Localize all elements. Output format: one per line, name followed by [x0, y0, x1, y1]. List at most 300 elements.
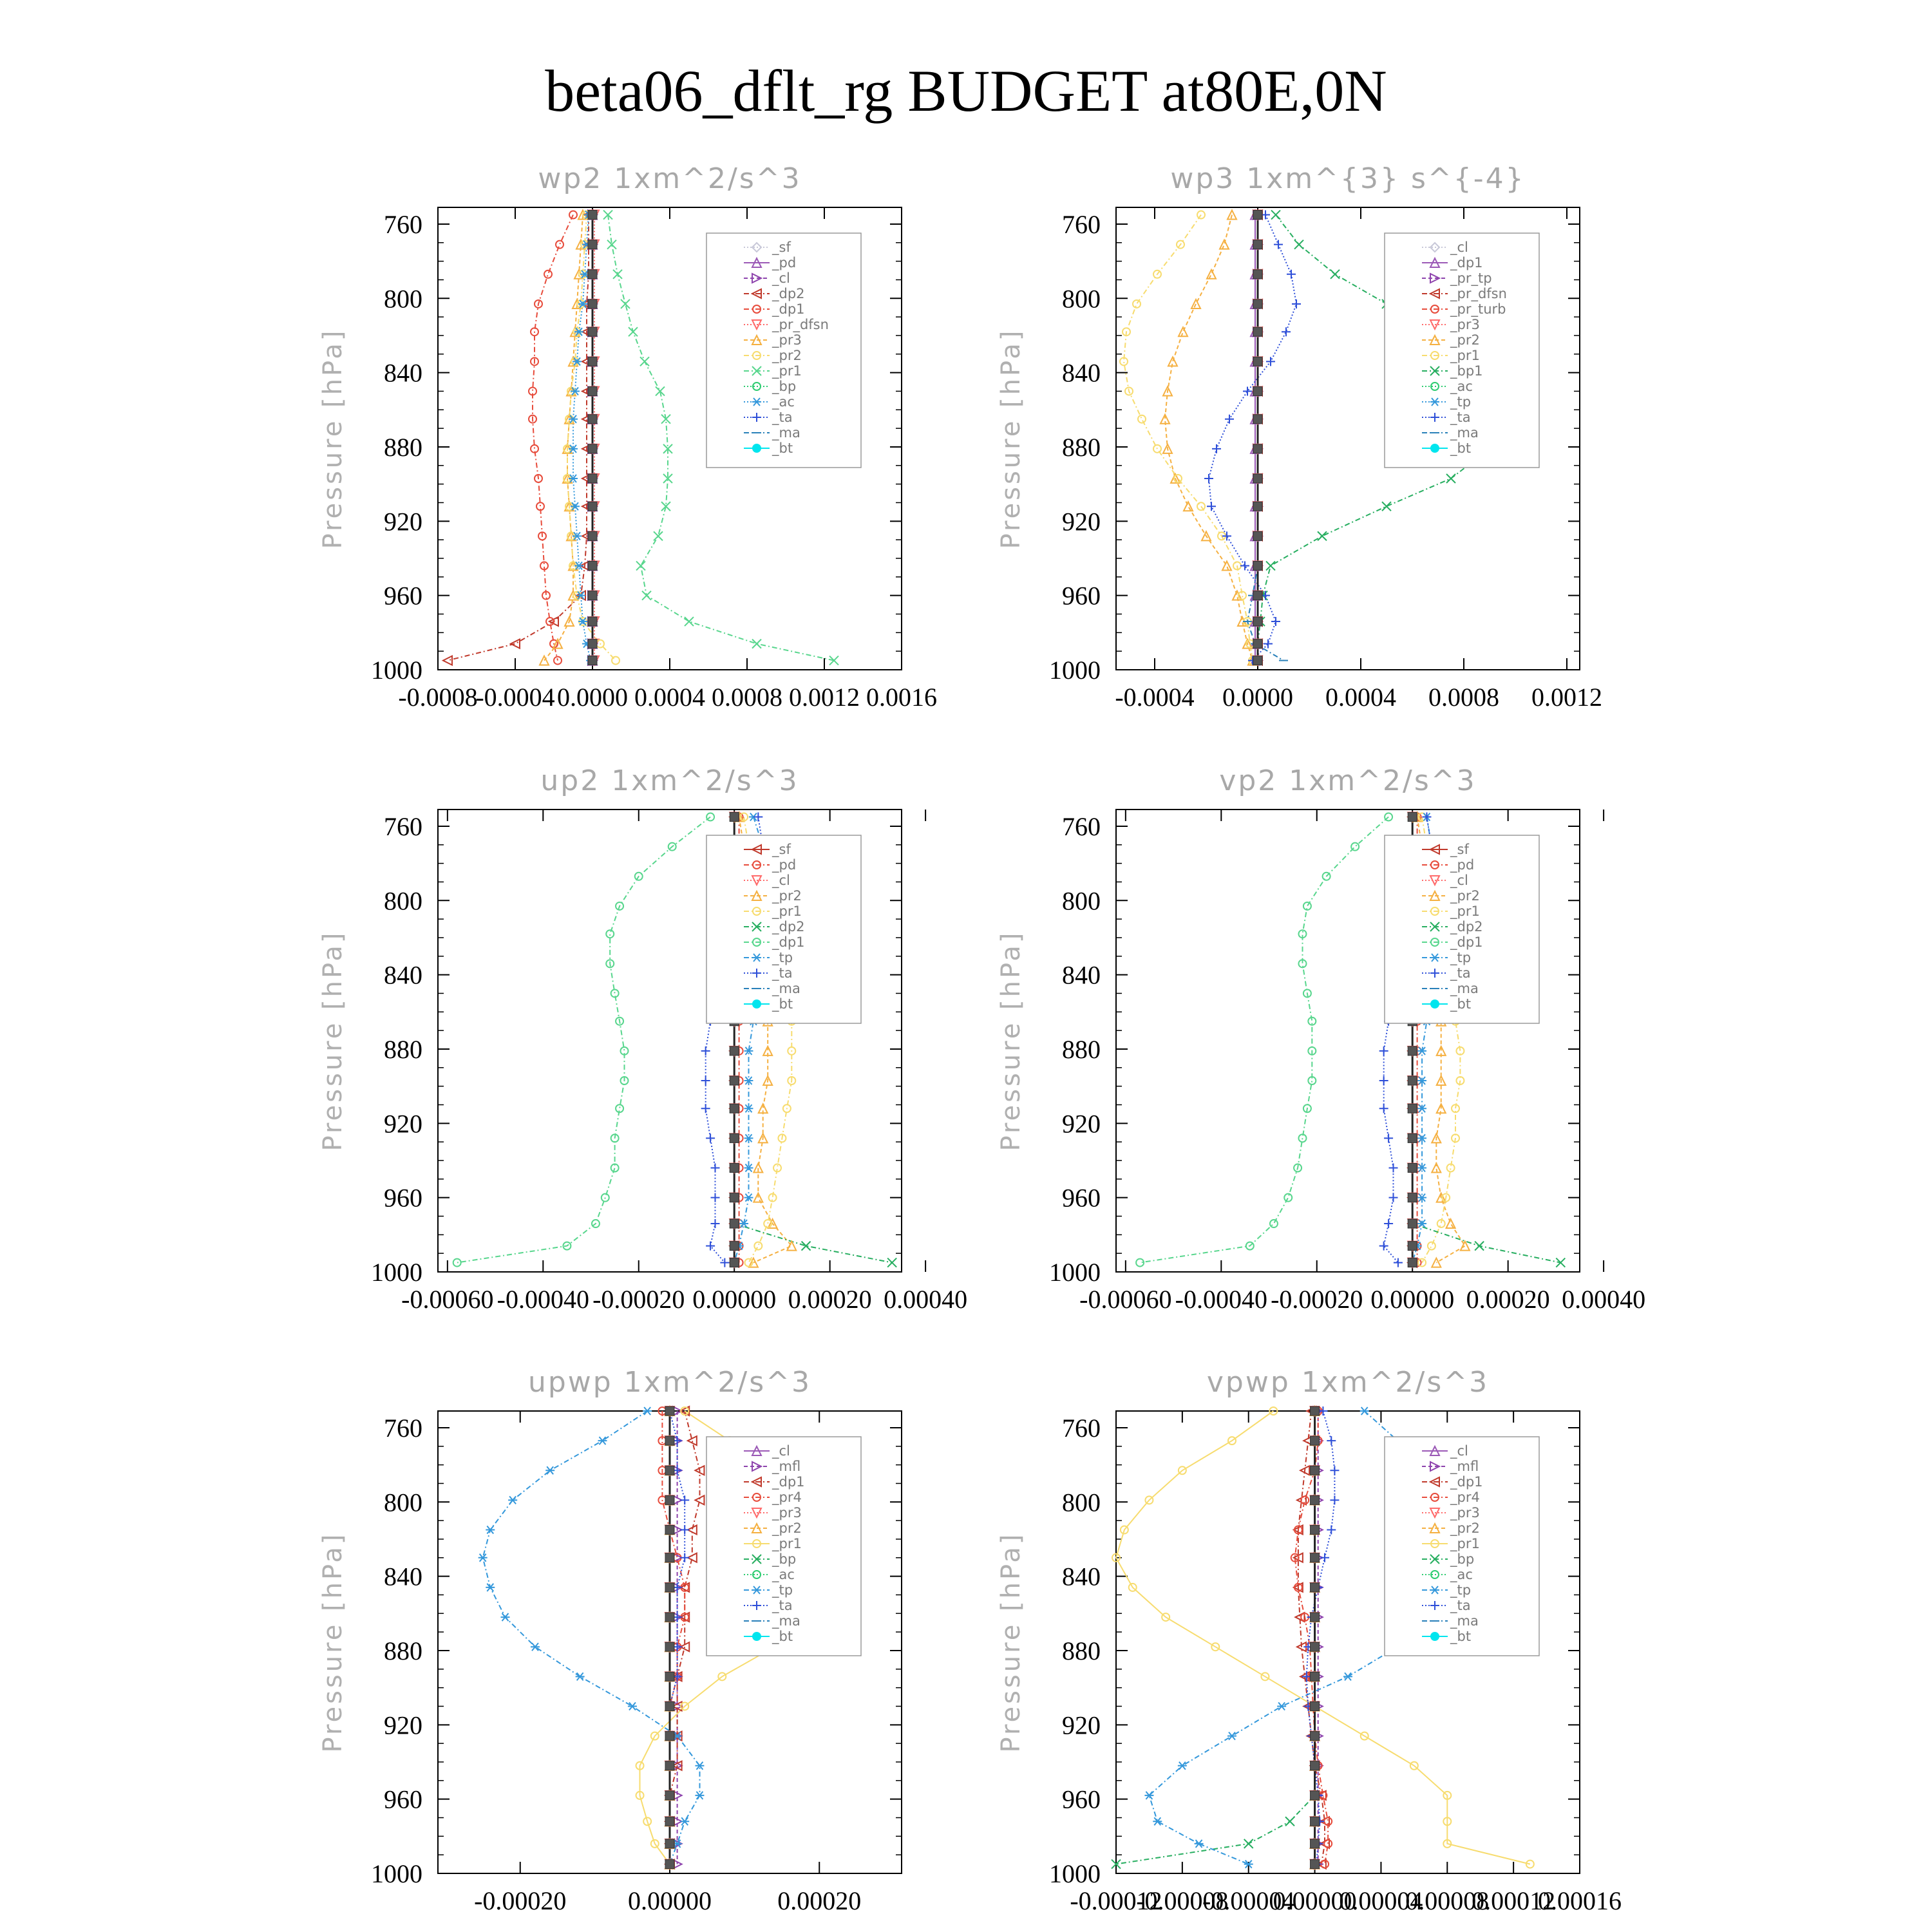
legend-label: _dp1	[1450, 1474, 1483, 1490]
data-point	[1287, 270, 1296, 279]
x-tick-label: 0.0008	[1428, 683, 1499, 712]
x-tick-label: 0.0004	[1325, 683, 1396, 712]
data-point	[486, 1526, 495, 1534]
legend-label: _pr3	[772, 332, 802, 348]
data-point	[1133, 300, 1141, 308]
y-tick-label: 840	[384, 960, 422, 990]
y-axis-label: Pressure [hPa]	[996, 930, 1026, 1151]
legend-label: _ta	[1450, 410, 1471, 425]
data-point	[1253, 386, 1262, 395]
x-tick-label: -0.00020	[474, 1886, 567, 1915]
y-tick-label: 880	[384, 432, 422, 462]
data-point	[508, 1496, 517, 1504]
y-tick-label: 1000	[371, 1258, 422, 1287]
legend	[1385, 1437, 1539, 1656]
data-point	[1311, 1583, 1320, 1592]
data-point	[511, 639, 520, 649]
legend-label: _ta	[772, 410, 793, 425]
legend-label: _pr_dfsn	[1450, 286, 1507, 301]
legend-label: _bt	[1450, 996, 1472, 1012]
y-tick-label: 880	[384, 1034, 422, 1064]
legend	[1385, 835, 1539, 1023]
x-tick-label: 0.00020	[777, 1886, 862, 1915]
legend-label: _pr2	[1450, 332, 1480, 348]
legend-label: _dp1	[1450, 934, 1483, 950]
legend-label: _sf	[772, 842, 791, 857]
legend-marker	[1430, 999, 1439, 1009]
data-point	[688, 1436, 697, 1445]
data-point	[711, 1193, 720, 1202]
legend-label: _cl	[772, 873, 790, 888]
y-tick-label: 1000	[1049, 656, 1101, 685]
data-point	[701, 1076, 710, 1085]
y-tick-label: 960	[1062, 581, 1101, 611]
y-tick-label: 760	[384, 209, 422, 239]
data-point	[629, 327, 638, 336]
data-point	[628, 1702, 637, 1710]
y-tick-label: 920	[1062, 1109, 1101, 1139]
data-point	[1408, 1258, 1417, 1267]
data-point	[1330, 1495, 1339, 1504]
y-tick-label: 840	[1062, 358, 1101, 388]
x-tick-label: 0.00000	[628, 1886, 712, 1915]
panel-title: wp3 1xm^{3} s^{-4}	[1170, 162, 1526, 195]
y-axis-label: Pressure [hPa]	[318, 930, 348, 1151]
y-tick-label: 760	[384, 1413, 422, 1443]
data-point	[730, 1104, 739, 1113]
data-point	[1253, 474, 1262, 483]
data-point	[1382, 502, 1391, 511]
y-tick-label: 920	[1062, 1710, 1101, 1740]
y-tick-label: 760	[1062, 209, 1101, 239]
legend-label: _ac	[772, 1567, 795, 1582]
x-tick-label: -0.00020	[1271, 1285, 1363, 1314]
legend-label: _tp	[772, 950, 793, 965]
data-point	[1292, 299, 1301, 308]
legend-label: _bt	[772, 1629, 793, 1644]
legend-label: _dp1	[772, 301, 805, 317]
x-tick-label: -0.0004	[475, 683, 555, 712]
data-point	[1311, 1436, 1320, 1445]
x-tick-label: 0.00012	[1472, 1886, 1556, 1915]
legend-label: _ta	[1450, 1598, 1471, 1613]
data-point	[1274, 240, 1283, 249]
data-point	[1253, 591, 1262, 600]
data-point	[606, 930, 614, 938]
data-point	[1318, 531, 1327, 540]
series-line	[1116, 1411, 1315, 1864]
data-point	[680, 1495, 689, 1504]
data-point	[1253, 531, 1262, 540]
data-point	[1384, 1219, 1393, 1228]
data-point	[1446, 474, 1455, 483]
data-point	[1253, 357, 1262, 366]
data-point	[1225, 415, 1234, 424]
data-point	[636, 562, 645, 571]
legend-label: _pr4	[1450, 1490, 1480, 1505]
data-point	[665, 1817, 674, 1826]
legend-label: _pr2	[772, 888, 802, 904]
data-point	[1408, 1133, 1417, 1142]
legend-label: _dp2	[772, 919, 805, 934]
data-point	[730, 813, 739, 822]
x-tick-label: -0.00020	[592, 1285, 685, 1314]
data-point	[1153, 1817, 1162, 1825]
data-point	[1311, 1553, 1320, 1562]
data-point	[613, 270, 622, 279]
legend-label: _pr_turb	[1450, 301, 1506, 317]
data-point	[701, 1104, 710, 1113]
data-point	[1327, 1526, 1336, 1535]
data-point	[588, 502, 597, 511]
data-point	[1191, 299, 1200, 308]
y-axis-label: Pressure [hPa]	[996, 328, 1026, 549]
y-tick-label: 1000	[1049, 1258, 1101, 1287]
data-point	[588, 591, 597, 600]
data-point	[1311, 1761, 1320, 1770]
legend-label: _dp1	[772, 1474, 805, 1490]
series-line	[457, 817, 710, 1263]
data-point	[1311, 1672, 1320, 1681]
data-point	[1311, 1791, 1320, 1800]
legend-label: _sf	[1450, 842, 1469, 857]
legend-label: _tp	[772, 1582, 793, 1598]
data-point	[665, 1526, 674, 1535]
data-point	[1408, 1076, 1417, 1085]
legend-label: _mfl	[1450, 1459, 1479, 1474]
data-point	[665, 1466, 674, 1475]
data-point	[665, 1495, 674, 1504]
data-point	[588, 386, 597, 395]
data-point	[730, 1193, 739, 1202]
legend-label: _dp1	[1450, 255, 1483, 270]
data-point	[588, 444, 597, 453]
legend-marker	[752, 1632, 761, 1641]
data-point	[829, 656, 838, 665]
data-point	[730, 1046, 739, 1056]
data-point	[1379, 1046, 1388, 1056]
data-point	[706, 1242, 715, 1251]
y-tick-label: 960	[384, 581, 422, 611]
data-point	[1311, 1732, 1320, 1741]
legend	[706, 1437, 861, 1656]
y-axis-label: Pressure [hPa]	[996, 1531, 1026, 1753]
legend-label: _ac	[1450, 379, 1473, 394]
x-tick-label: -0.00060	[1079, 1285, 1172, 1314]
y-tick-label: 960	[384, 1785, 422, 1814]
y-tick-label: 920	[384, 1109, 422, 1139]
data-point	[665, 1701, 674, 1710]
x-tick-label: 0.0016	[866, 683, 937, 712]
data-point	[1408, 1219, 1417, 1228]
data-point	[544, 270, 552, 278]
data-point	[453, 1259, 461, 1267]
legend-marker	[752, 999, 761, 1009]
legend-label: _cl	[1450, 1443, 1468, 1459]
y-tick-label: 1000	[371, 656, 422, 685]
legend-label: _tp	[1450, 1582, 1472, 1598]
data-point	[665, 1839, 674, 1848]
data-point	[1266, 357, 1275, 366]
data-point	[665, 1732, 674, 1741]
legend-label: _dp2	[772, 286, 805, 301]
x-tick-label: 0.00000	[1370, 1285, 1455, 1314]
chart-panel	[318, 764, 967, 1314]
y-tick-label: 800	[384, 886, 422, 916]
data-point	[588, 327, 597, 336]
legend-label: _pd	[1450, 857, 1475, 873]
data-point	[612, 657, 620, 665]
figure-title: beta06_dflt_rg BUDGET at80E,0N	[545, 58, 1387, 124]
data-point	[695, 1495, 704, 1504]
data-point	[680, 1817, 689, 1825]
data-point	[1253, 299, 1262, 308]
data-point	[1384, 1133, 1393, 1142]
y-tick-label: 760	[384, 811, 422, 841]
legend-label: _pr1	[1450, 904, 1480, 919]
data-point	[1311, 1642, 1320, 1651]
data-point	[1446, 1219, 1455, 1228]
data-point	[711, 1219, 720, 1228]
data-point	[1240, 562, 1249, 571]
data-point	[1311, 1817, 1320, 1826]
data-point	[711, 1164, 720, 1173]
legend-label: _ac	[1450, 1567, 1473, 1582]
x-tick-label: 0.0008	[712, 683, 782, 712]
data-point	[752, 639, 761, 649]
legend-label: _ma	[1450, 425, 1479, 440]
y-tick-label: 840	[1062, 1562, 1101, 1591]
legend-marker	[1430, 444, 1439, 453]
data-point	[556, 241, 564, 249]
data-point	[1408, 813, 1417, 822]
legend-label: _dp2	[1450, 919, 1483, 934]
legend	[706, 233, 861, 468]
x-tick-label: -0.00040	[497, 1285, 589, 1314]
legend-label: _pr3	[1450, 317, 1480, 332]
data-point	[1184, 502, 1193, 511]
data-point	[1311, 1701, 1320, 1710]
series-line	[1140, 817, 1388, 1263]
data-point	[1179, 327, 1188, 336]
data-point	[1138, 415, 1146, 423]
legend-label: _cl	[772, 270, 790, 286]
y-tick-label: 880	[1062, 1636, 1101, 1665]
legend-label: _ta	[1450, 965, 1471, 981]
legend-label: _pr1	[1450, 1536, 1480, 1551]
legend-label: _pr1	[772, 904, 802, 919]
data-point	[1222, 562, 1231, 571]
data-point	[1379, 1076, 1388, 1085]
x-tick-label: 0.0012	[789, 683, 860, 712]
legend-label: _ma	[772, 981, 800, 996]
data-point	[1212, 444, 1221, 453]
legend-label: _bp	[1450, 1551, 1475, 1567]
legend-marker	[1430, 1632, 1439, 1641]
data-point	[1408, 1164, 1417, 1173]
data-point	[501, 1613, 510, 1621]
data-point	[1330, 1466, 1339, 1475]
data-point	[1253, 211, 1262, 220]
data-point	[1311, 1613, 1320, 1622]
data-point	[1253, 415, 1262, 424]
data-point	[1408, 1193, 1417, 1202]
panel-title: vp2 1xm^2/s^3	[1219, 764, 1477, 797]
x-tick-label: 0.00016	[1538, 1886, 1622, 1915]
y-tick-label: 800	[1062, 886, 1101, 916]
data-point	[680, 1526, 689, 1535]
data-point	[1195, 1840, 1204, 1848]
legend-label: _bt	[772, 996, 793, 1012]
legend-marker	[752, 444, 761, 453]
x-tick-label: 0.00040	[1562, 1285, 1646, 1314]
data-point	[730, 1242, 739, 1251]
legend-label: _pr2	[1450, 888, 1480, 904]
y-tick-label: 800	[384, 1488, 422, 1517]
legend-label: _ma	[1450, 1613, 1479, 1629]
data-point	[665, 1553, 674, 1562]
data-point	[1311, 1466, 1320, 1475]
data-point	[665, 1583, 674, 1592]
data-point	[701, 1046, 710, 1056]
legend-label: _dp1	[772, 934, 805, 950]
legend-label: _pr_tp	[1450, 270, 1492, 286]
data-point	[1207, 502, 1216, 511]
data-point	[706, 1133, 715, 1142]
data-point	[720, 1258, 729, 1267]
y-tick-label: 840	[1062, 960, 1101, 990]
legend-label: _bp	[772, 1551, 797, 1567]
data-point	[1253, 639, 1262, 649]
data-point	[730, 1076, 739, 1085]
legend-label: _ta	[772, 1598, 793, 1613]
legend-label: _tp	[1450, 950, 1472, 965]
data-point	[1271, 617, 1280, 626]
data-point	[588, 531, 597, 540]
data-point	[1204, 474, 1213, 483]
chart-panel	[996, 1366, 1622, 1915]
x-tick-label: -0.00004	[1202, 1886, 1295, 1915]
y-tick-label: 960	[384, 1183, 422, 1213]
data-point	[685, 617, 694, 626]
data-point	[1311, 1839, 1320, 1848]
data-point	[588, 211, 597, 220]
y-tick-label: 920	[384, 507, 422, 536]
data-point	[1227, 1732, 1236, 1740]
data-point	[1277, 1702, 1286, 1710]
chart-panel	[996, 764, 1645, 1314]
data-point	[640, 357, 649, 366]
data-point	[1253, 270, 1262, 279]
legend-label: _pr2	[772, 348, 802, 363]
data-point	[588, 562, 597, 571]
data-point	[1243, 386, 1252, 395]
legend-label: _ac	[772, 394, 795, 410]
data-point	[1389, 1193, 1398, 1202]
chart-panel	[318, 162, 937, 712]
data-point	[1253, 617, 1262, 626]
data-point	[1311, 1526, 1320, 1535]
y-tick-label: 920	[384, 1710, 422, 1740]
x-tick-label: 0.0000	[557, 683, 628, 712]
data-point	[588, 639, 597, 649]
data-point	[1294, 240, 1303, 249]
data-point	[1428, 1242, 1435, 1250]
data-point	[642, 591, 651, 600]
legend-label: _pr2	[772, 1520, 802, 1536]
legend-label: _cl	[1450, 873, 1468, 888]
y-tick-label: 800	[384, 284, 422, 314]
legend-label: _pd	[772, 255, 797, 270]
x-tick-label: 0.0000	[1222, 683, 1293, 712]
data-point	[887, 1258, 896, 1267]
legend-label: _pd	[772, 857, 797, 873]
legend-label: _ta	[772, 965, 793, 981]
data-point	[588, 656, 597, 665]
x-tick-label: 0.00040	[884, 1285, 968, 1314]
data-point	[1253, 562, 1262, 571]
data-point	[486, 1584, 495, 1591]
legend-label: _ma	[772, 425, 800, 440]
data-point	[588, 299, 597, 308]
data-point	[1408, 1046, 1417, 1056]
data-point	[665, 1613, 674, 1622]
y-tick-label: 920	[1062, 507, 1101, 536]
data-point	[1282, 327, 1291, 336]
data-point	[1327, 1436, 1336, 1445]
data-point	[1320, 1553, 1329, 1562]
data-point	[1331, 270, 1340, 279]
legend-label: _pr3	[772, 1505, 802, 1520]
data-point	[1408, 1242, 1417, 1251]
data-point	[665, 1761, 674, 1770]
data-point	[1389, 1164, 1398, 1173]
y-axis-label: Pressure [hPa]	[318, 1531, 348, 1753]
y-tick-label: 1000	[371, 1859, 422, 1888]
data-point	[665, 1406, 674, 1416]
legend-label: _pr_dfsn	[772, 317, 829, 332]
panel-title: vpwp 1xm^2/s^3	[1206, 1366, 1490, 1399]
data-point	[730, 1164, 739, 1173]
x-tick-label: 0.00020	[788, 1285, 872, 1314]
data-point	[588, 617, 597, 626]
data-point	[1284, 1194, 1292, 1202]
legend-label: _bp	[772, 379, 797, 394]
series-line	[1124, 215, 1253, 661]
x-tick-label: -0.00012	[1070, 1886, 1162, 1915]
data-point	[1220, 240, 1229, 249]
data-point	[665, 1672, 674, 1681]
legend	[1385, 233, 1539, 468]
x-tick-label: 0.00004	[1339, 1886, 1423, 1915]
data-point	[1207, 270, 1216, 279]
data-point	[1311, 1495, 1320, 1504]
data-point	[588, 270, 597, 279]
legend-label: _pr1	[1450, 348, 1480, 363]
data-point	[1311, 1860, 1320, 1869]
data-point	[1266, 562, 1275, 571]
x-tick-label: -0.00060	[401, 1285, 494, 1314]
y-tick-label: 960	[1062, 1785, 1101, 1814]
data-point	[730, 1133, 739, 1142]
data-point	[588, 240, 597, 249]
data-point	[665, 1860, 674, 1869]
legend-label: _tp	[1450, 394, 1472, 410]
y-tick-label: 880	[1062, 1034, 1101, 1064]
data-point	[478, 1554, 488, 1562]
data-point	[1253, 656, 1262, 665]
data-point	[753, 1193, 762, 1202]
